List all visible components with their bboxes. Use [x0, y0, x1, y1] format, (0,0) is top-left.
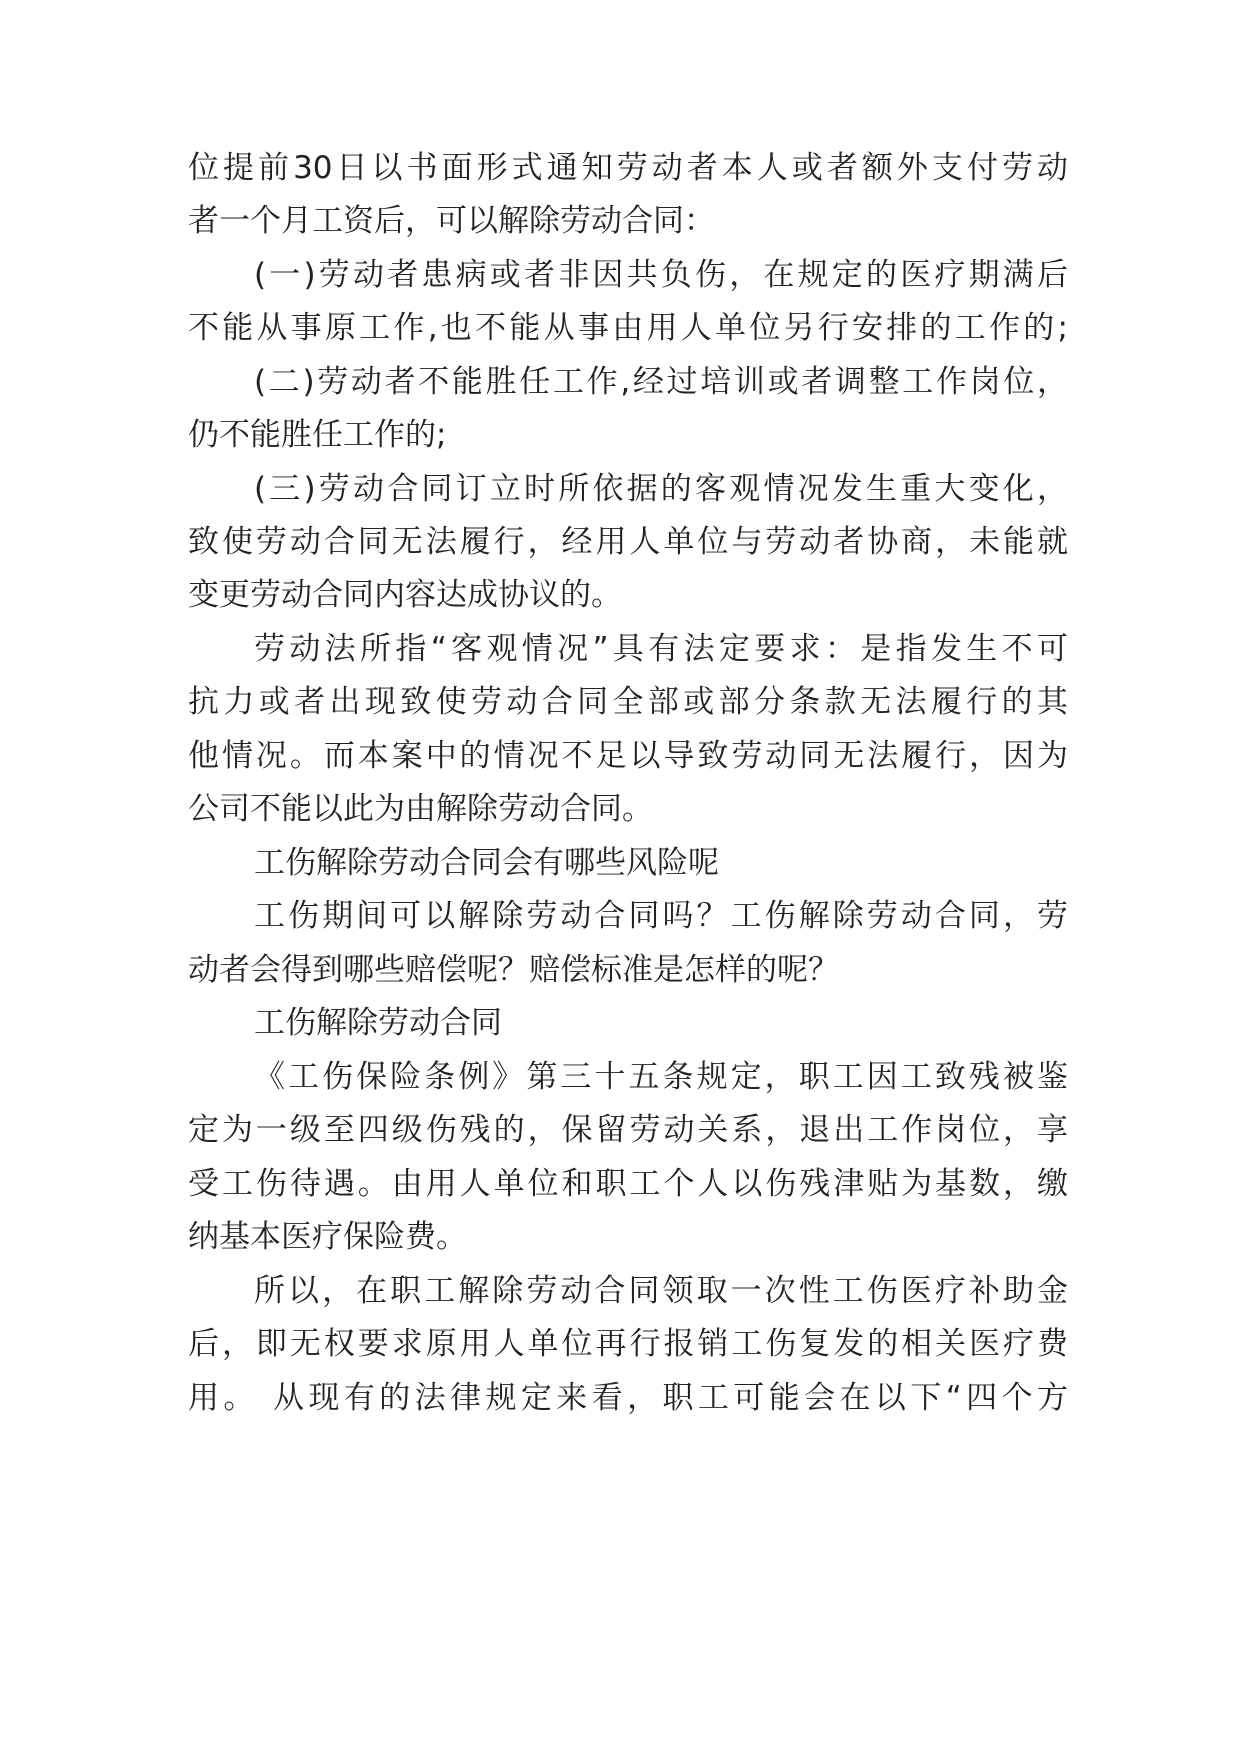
text-line: 仍不能胜任工作的;: [188, 417, 447, 453]
text-line: 不能从事原工作,也不能从事由用人单位另行安排的工作的;: [188, 310, 1068, 346]
text-line: 公司不能以此为由解除劳动合同。: [188, 791, 653, 827]
text-line: (二)劳动者不能胜任工作,经过培训或者调整工作岗位，: [254, 364, 1068, 400]
text-line: 后，即无权要求原用人单位再行报销工伤复发的相关医疗费: [188, 1326, 1068, 1362]
text-line: 所以，在职工解除劳动合同领取一次性工伤医疗补助金: [254, 1273, 1068, 1309]
text-line: 者一个月工资后，可以解除劳动合同：: [188, 203, 715, 239]
text-line: 纳基本医疗保险费。: [188, 1219, 467, 1255]
text-line: 位提前30日以书面形式通知劳动者本人或者额外支付劳动: [188, 150, 1068, 186]
text-line: 变更劳动合同内容达成协议的。: [188, 577, 622, 613]
text-line: 《工伤保险条例》第三十五条规定，职工因工致残被鉴: [254, 1059, 1068, 1095]
text-line: 劳动法所指“客观情况”具有法定要求：是指发生不可: [254, 631, 1068, 667]
text-line: (一)劳动者患病或者非因共负伤，在规定的医疗期满后: [254, 257, 1068, 293]
text-line: 动者会得到哪些赔偿呢？赔偿标准是怎样的呢？: [188, 952, 839, 988]
text-line: 用。 从现有的法律规定来看，职工可能会在以下“四个方: [188, 1380, 1068, 1416]
text-line: 抗力或者出现致使劳动合同全部或部分条款无法履行的其: [188, 684, 1068, 720]
text-line: 致使劳动合同无法履行，经用人单位与劳动者协商，未能就: [188, 524, 1068, 560]
text-line: (三)劳动合同订立时所依据的客观情况发生重大变化，: [254, 471, 1068, 507]
text-line: 他情况。而本案中的情况不足以导致劳动同无法履行，因为: [188, 738, 1068, 774]
text-line: 定为一级至四级伤残的，保留劳动关系，退出工作岗位，享: [188, 1112, 1068, 1148]
text-line: 受工伤待遇。由用人单位和职工个人以伤残津贴为基数，缴: [188, 1166, 1068, 1202]
section-heading: 工伤解除劳动合同会有哪些风险呢: [254, 845, 719, 881]
text-line: 工伤期间可以解除劳动合同吗？工伤解除劳动合同，劳: [254, 898, 1068, 934]
section-heading: 工伤解除劳动合同: [254, 1005, 502, 1041]
